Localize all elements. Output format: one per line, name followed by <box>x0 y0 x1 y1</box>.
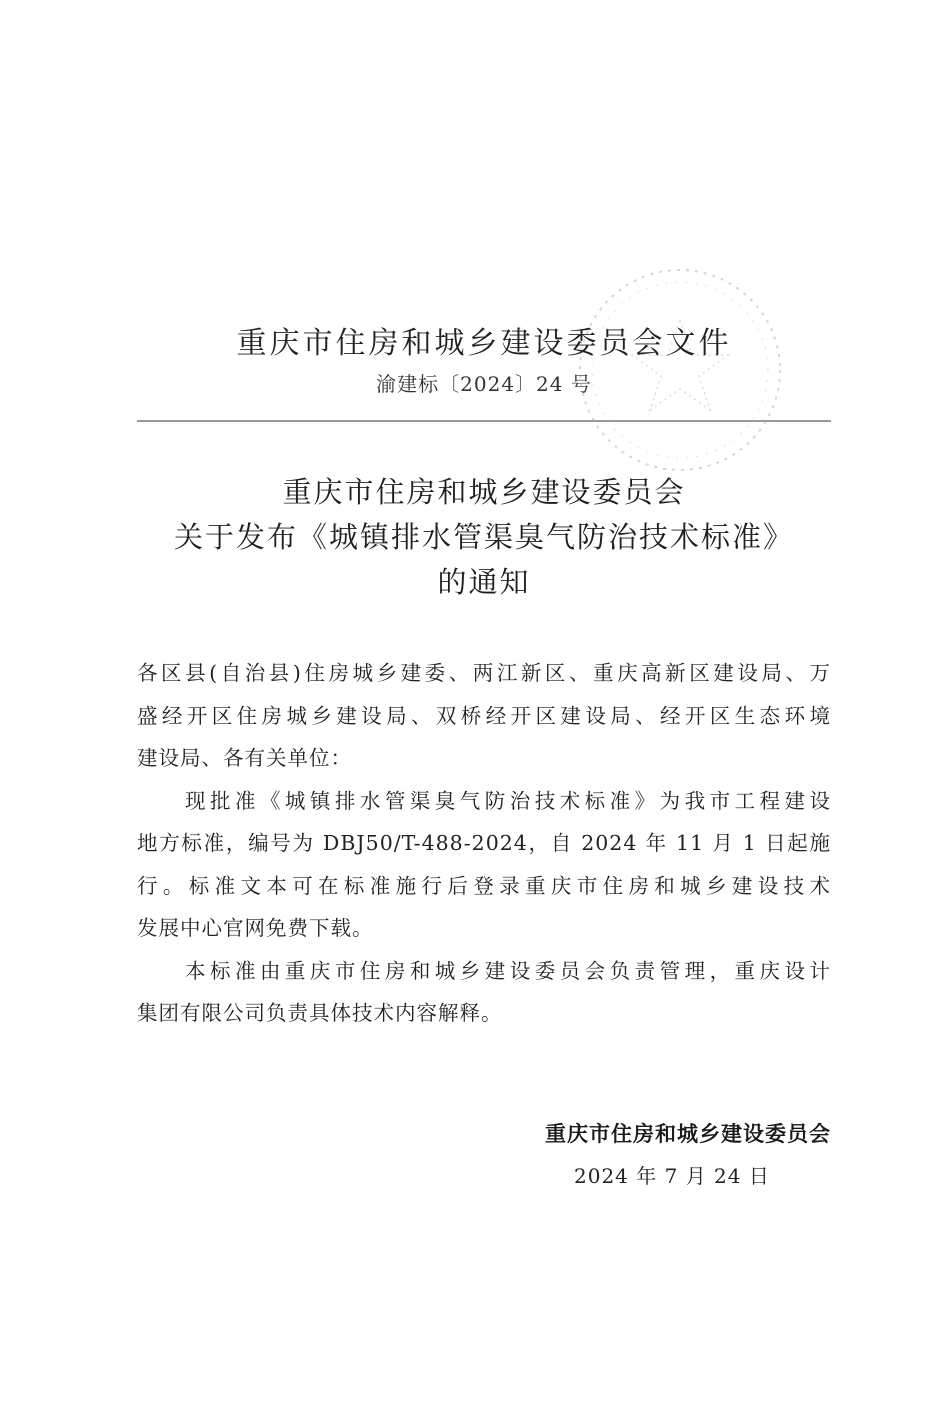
notice-title-line-1: 重庆市住房和城乡建设委员会 <box>282 475 686 509</box>
body-line-paragraph1-4: 发展中心官网免费下载。 <box>137 916 374 940</box>
notice-title-line-2: 关于发布《城镇排水管渠臭气防治技术标准》 <box>173 520 794 554</box>
notice-title-line-3: 的通知 <box>437 565 531 599</box>
header-divider <box>137 420 831 422</box>
notice-body <box>137 652 831 1035</box>
signature-date: 2024 年 7 月 24 日 <box>574 1164 770 1188</box>
body-line-paragraph1-2: 地方标准，编号为 DBJ50/T-488-2024，自 2024 年 11 月 1 日起施 <box>137 831 831 855</box>
body-line-recipients-3: 建设局、各有关单位： <box>137 746 352 770</box>
document-number: 渝建标〔2024〕24 号 <box>376 372 592 396</box>
document-header-title: 重庆市住房和城乡建设委员会文件 <box>236 326 732 361</box>
body-line-paragraph1-3: 行。标准文本可在标准施行后登录重庆市住房和城乡建设技术 <box>137 873 831 898</box>
body-line-paragraph1-1: 现批准《城镇排水管渠臭气防治技术标准》为我市工程建设 <box>185 788 831 813</box>
signatory-organization: 重庆市住房和城乡建设委员会 <box>545 1121 831 1146</box>
body-line-recipients-1: 各区县(自治县)住房城乡建委、两江新区、重庆高新区建设局、万 <box>137 661 831 685</box>
body-line-paragraph2-1: 本标准由重庆市住房和城乡建设委员会负责管理，重庆设计 <box>185 958 831 983</box>
notice-title <box>137 470 831 605</box>
body-line-paragraph2-2: 集团有限公司负责具体技术内容解释。 <box>137 1001 503 1025</box>
body-line-recipients-2: 盛经开区住房城乡建设局、双桥经开区建设局、经开区生态环境 <box>137 703 831 728</box>
